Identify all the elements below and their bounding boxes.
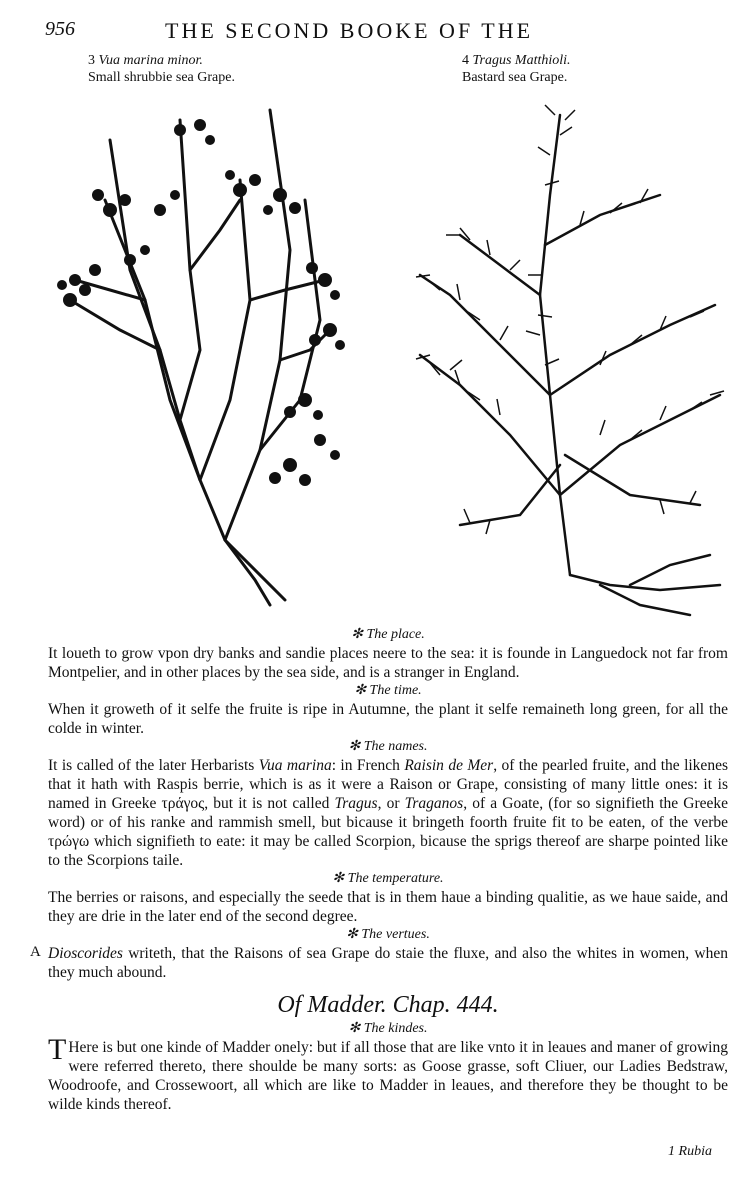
sea-grape-woodcut-left xyxy=(50,100,350,615)
names-ital-1: Vua marina xyxy=(258,757,332,774)
names-text-2: : in French xyxy=(331,757,405,774)
heading-names: ✻ The names. xyxy=(348,739,428,754)
names-text-5: , of a Goate, (for so signifieth the Greeke word) or of his ranke and rammish smell, but bicause it bringeth foorth fruite fit to be eaten, of the verbe τρώγω which signifieth to eate: it may be called Scorpion, bicause the sprigs thereof are sharpe pointed like to the Scorpions taile. xyxy=(48,795,728,869)
names-text-3: , of the pearled fruite, and the likenes that it hath with Raspis berrie, which is as it were a Raison or Grape, consisting of many little ones: it is named in Greeke τράγος, but it is not called xyxy=(48,757,728,812)
page-number: 956 xyxy=(45,18,75,40)
figure-latin-left: Vua marina minor. xyxy=(98,53,203,68)
figure-english-left: Small shrubbie sea Grape. xyxy=(88,70,235,85)
figure-english-right: Bastard sea Grape. xyxy=(462,70,568,85)
catchword: 1 Rubia xyxy=(668,1144,712,1159)
names-ital-4: Traganos xyxy=(404,795,464,812)
heading-temperature: ✻ The temperature. xyxy=(332,871,444,886)
heading-vertues: ✻ The vertues. xyxy=(346,927,430,942)
paragraph-kindes xyxy=(48,1033,728,1114)
page-header xyxy=(0,18,742,48)
chapter-title: Of Madder. Chap. 444. xyxy=(277,992,499,1018)
figure-number-left: 3 xyxy=(88,53,95,68)
heading-time: ✻ The time. xyxy=(354,683,422,698)
paragraph-names xyxy=(48,756,728,870)
heading-place: ✻ The place. xyxy=(351,627,425,642)
margin-letter-a: A xyxy=(30,944,41,960)
running-title: THE SECOND BOOKE OF THE xyxy=(165,18,534,43)
figure-latin-right: Tragus Matthioli. xyxy=(472,53,571,68)
paragraph-vertues xyxy=(48,944,728,982)
figure-number-right: 4 xyxy=(462,53,469,68)
names-ital-2: Raisin de Mer xyxy=(404,757,494,774)
text-body xyxy=(30,626,728,1114)
figure-caption-right xyxy=(462,52,571,86)
names-text-1: It is called of the later Herbarists xyxy=(48,757,259,774)
paragraph-place: It loueth to grow vpon dry banks and sandie places neere to the sea: it is founde in Languedock not far from Montpelier, and in other places by the sea side, and is a stranger in England. xyxy=(48,645,728,681)
heading-kindes: ✻ The kindes. xyxy=(348,1021,428,1036)
names-text-4: , or xyxy=(377,795,405,812)
vertues-block xyxy=(30,944,728,982)
drop-cap: T xyxy=(48,1033,67,1066)
vertues-ital-1: Dioscorides xyxy=(48,945,123,962)
bastard-sea-grape-woodcut-right xyxy=(400,95,730,620)
names-ital-3: Tragus xyxy=(334,795,378,812)
vertues-text-1: writeth, that the Raisons of sea Grape do staie the fluxe, and also the whites in women, when they much abound. xyxy=(48,945,728,981)
paragraph-time: When it groweth of it selfe the fruite is ripe in Autumne, the plant it selfe remaineth long green, for all the colde in winter. xyxy=(48,701,728,737)
kindes-text: Here is but one kinde of Madder onely: but if all those that are like vnto it in leaues and maner of growing were referred thereto, there shoulde be many sorts: as Goose grasse, soft Cliuer, our Ladies Bedstraw, Woodroofe, and Crossewoort, all which are like to Madder in leaues, and therefore they be thought to be wilde kinds thereof. xyxy=(48,1039,728,1113)
figure-caption-left xyxy=(88,52,235,86)
paragraph-temperature: The berries or raisons, and especially the seede that is in them haue a binding qualitie, as we haue saide, and they are drie in the later end of the second degree. xyxy=(48,889,728,925)
